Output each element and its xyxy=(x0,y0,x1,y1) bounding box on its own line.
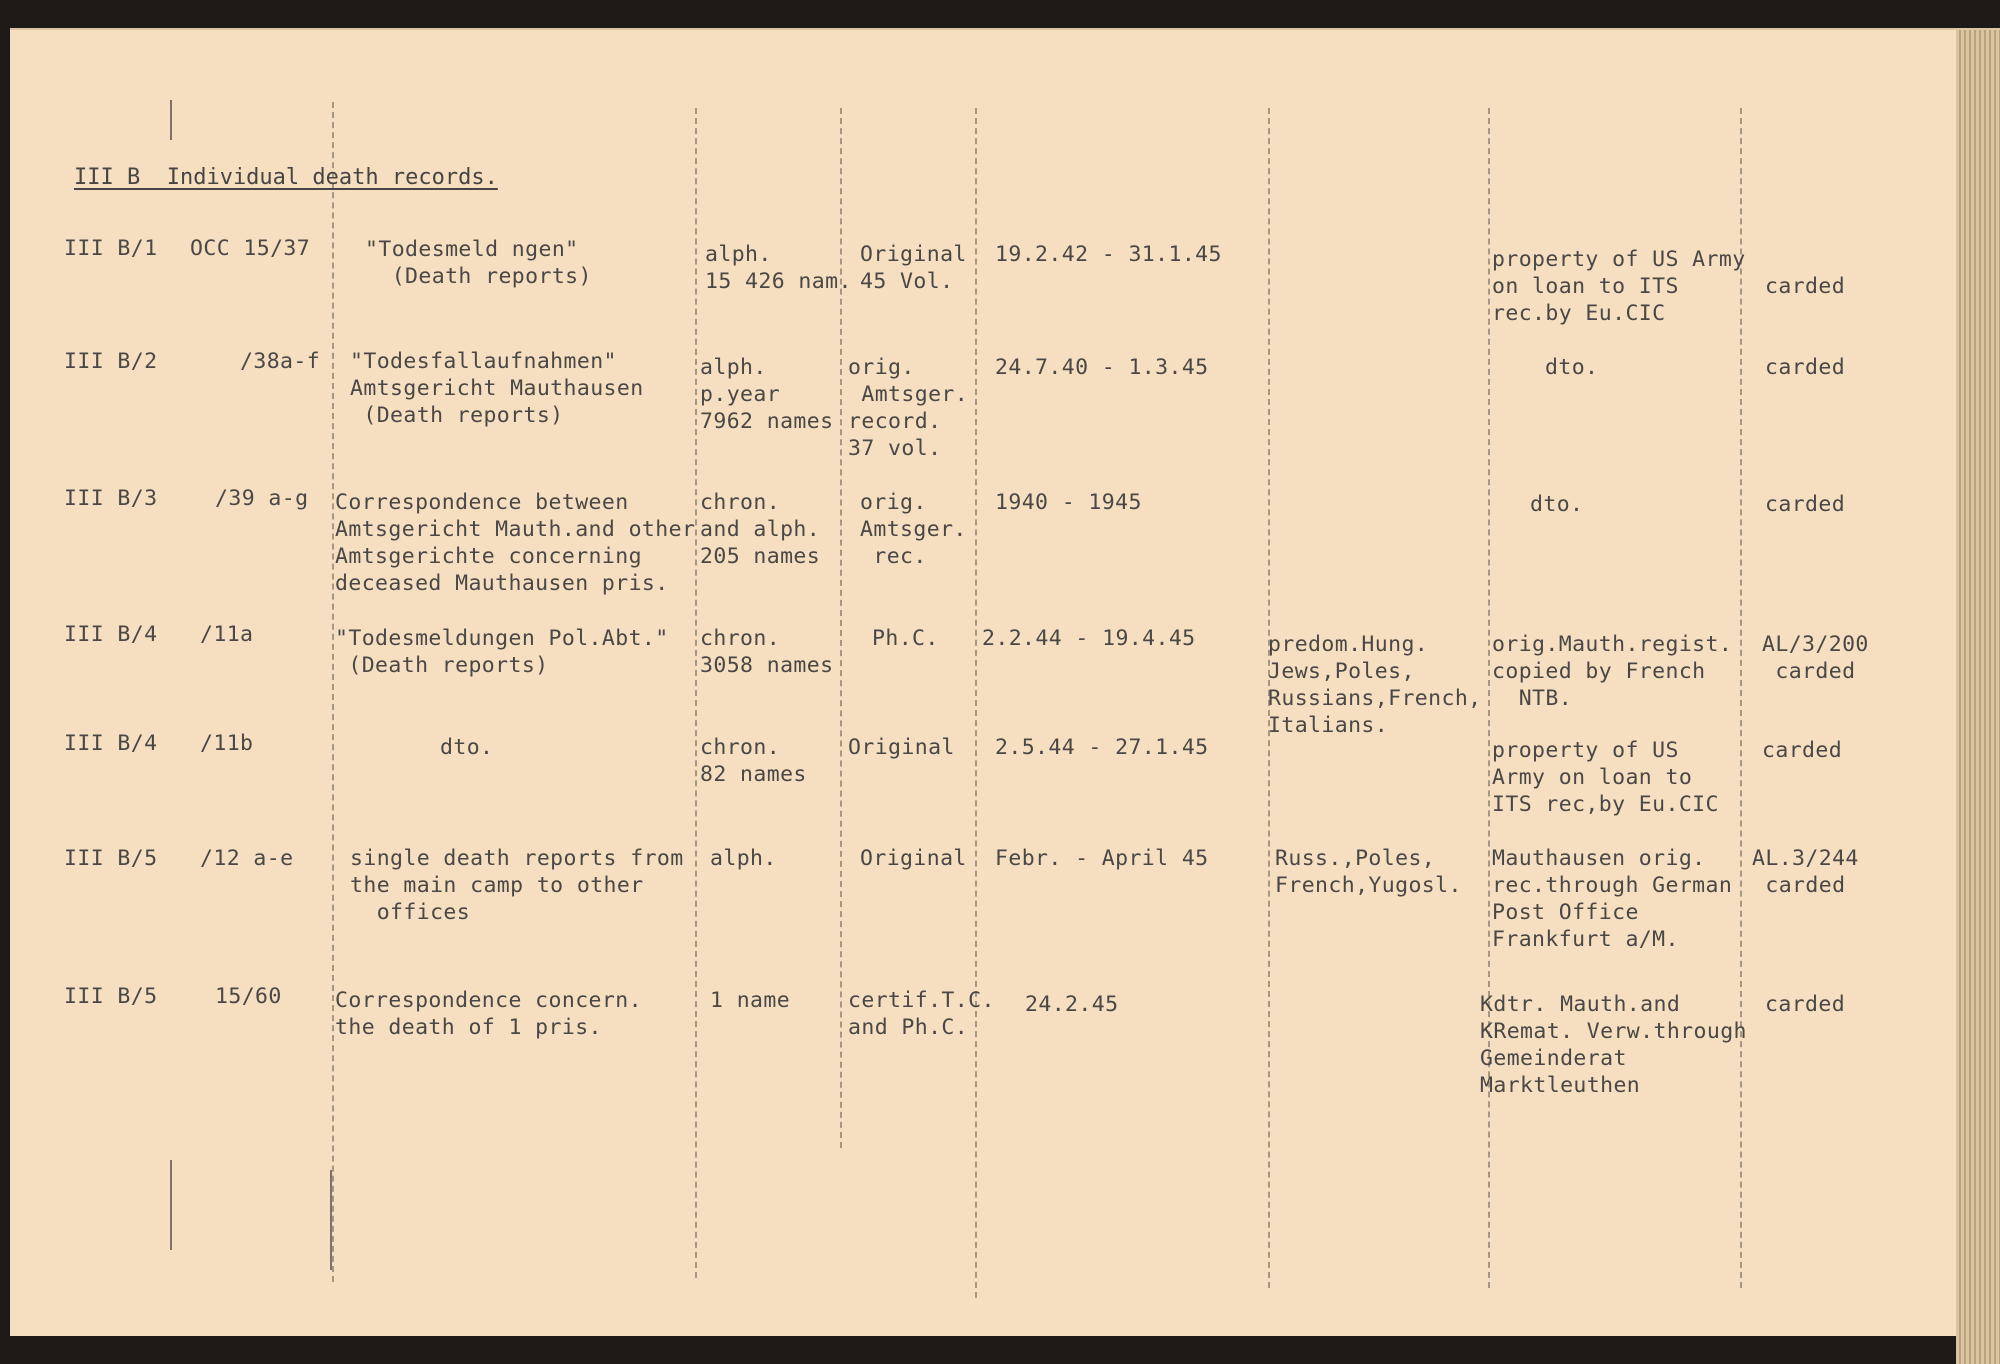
column-rule xyxy=(332,102,334,1282)
record-dates: 2.2.44 - 19.4.45 xyxy=(982,626,1196,651)
record-provenance: property of US Army on loan to ITS rec,by Eu.CIC xyxy=(1492,738,1719,817)
record-description: single death reports from the main camp to other offices xyxy=(350,846,684,925)
record-form: Original 45 Vol. xyxy=(860,242,967,294)
record-description: Correspondence concern. the death of 1 pris. xyxy=(335,988,642,1040)
record-ref: /38a-f xyxy=(240,349,321,374)
record-id: III B/1 xyxy=(64,236,158,261)
record-dates: 24.7.40 - 1.3.45 xyxy=(995,355,1209,380)
column-rule xyxy=(330,1170,332,1270)
record-arrangement: alph. p.year 7962 names xyxy=(700,355,834,434)
column-rule xyxy=(1488,108,1490,1288)
record-dates: 19.2.42 - 31.1.45 xyxy=(995,242,1222,267)
column-rule xyxy=(695,108,697,1278)
record-status: carded xyxy=(1765,992,1846,1017)
record-form: orig. Amtsger. record. 37 vol. xyxy=(848,355,969,461)
record-dates: 2.5.44 - 27.1.45 xyxy=(995,735,1209,760)
record-form: orig. Amtsger. rec. xyxy=(860,490,967,569)
record-provenance: property of US Army on loan to ITS rec.by Eu.CIC xyxy=(1492,247,1746,326)
record-form: Original xyxy=(848,735,955,760)
record-description: Correspondence between Amtsgericht Mauth.and other Amtsgerichte concerning deceased Mauthausen pris. xyxy=(335,490,696,596)
record-form: certif.T.C. and Ph.C. xyxy=(848,988,995,1040)
record-arrangement: chron. 3058 names xyxy=(700,626,834,678)
record-arrangement: chron. and alph. 205 names xyxy=(700,490,821,569)
record-dates: 24.2.45 xyxy=(1025,992,1119,1017)
record-dates: Febr. - April 45 xyxy=(995,846,1209,871)
record-ref: OCC 15/37 xyxy=(190,236,311,261)
record-form: Original xyxy=(860,846,967,871)
record-status: carded xyxy=(1765,274,1846,299)
record-status: carded xyxy=(1765,492,1846,517)
record-id: III B/5 xyxy=(64,846,158,871)
record-ref: /11a xyxy=(200,622,254,647)
record-arrangement: chron. 82 names xyxy=(700,735,807,787)
record-ref: /12 a-e xyxy=(200,846,294,871)
record-id: III B/3 xyxy=(64,486,158,511)
record-description: "Todesmeldungen Pol.Abt." (Death reports) xyxy=(335,626,669,678)
page-stack-edge xyxy=(1956,30,2000,1364)
record-status: AL.3/244 carded xyxy=(1752,846,1859,898)
record-description: "Todesmeld ngen" (Death reports) xyxy=(365,237,592,289)
record-description: dto. xyxy=(440,735,494,760)
column-rule xyxy=(170,100,172,140)
record-status: AL/3/200 carded xyxy=(1762,632,1869,684)
record-arrangement: 1 name xyxy=(710,988,791,1013)
record-id: III B/4 xyxy=(64,731,158,756)
record-status: carded xyxy=(1762,738,1843,763)
record-description: "Todesfallaufnahmen" Amtsgericht Mauthausen (Death reports) xyxy=(350,349,644,428)
record-provenance: dto. xyxy=(1545,355,1599,380)
record-provenance: Kdtr. Mauth.and KRemat. Verw.through Gemeinderat Marktleuthen xyxy=(1480,992,1747,1098)
record-provenance: orig.Mauth.regist. copied by French NTB. xyxy=(1492,632,1733,711)
record-status: carded xyxy=(1765,355,1846,380)
section-heading: III B Individual death records. xyxy=(74,165,498,190)
record-ref: 15/60 xyxy=(215,984,282,1009)
record-arrangement: alph. 15 426 nam. xyxy=(705,242,852,294)
record-dates: 1940 - 1945 xyxy=(995,490,1142,515)
record-arrangement: alph. xyxy=(710,846,777,871)
record-nationalities: predom.Hung. Jews,Poles, Russians,French, Italians. xyxy=(1268,632,1482,738)
column-rule xyxy=(975,108,977,1298)
record-id: III B/5 xyxy=(64,984,158,1009)
record-id: III B/4 xyxy=(64,622,158,647)
record-ref: /11b xyxy=(200,731,254,756)
document-page xyxy=(10,28,2000,1336)
record-id: III B/2 xyxy=(64,349,158,374)
record-nationalities: Russ.,Poles, French,Yugosl. xyxy=(1275,846,1462,898)
column-rule xyxy=(170,1160,172,1250)
record-provenance: dto. xyxy=(1530,492,1584,517)
record-ref: /39 a-g xyxy=(215,486,309,511)
record-provenance: Mauthausen orig. rec.through German Post Office Frankfurt a/M. xyxy=(1492,846,1733,952)
record-form: Ph.C. xyxy=(872,626,939,651)
